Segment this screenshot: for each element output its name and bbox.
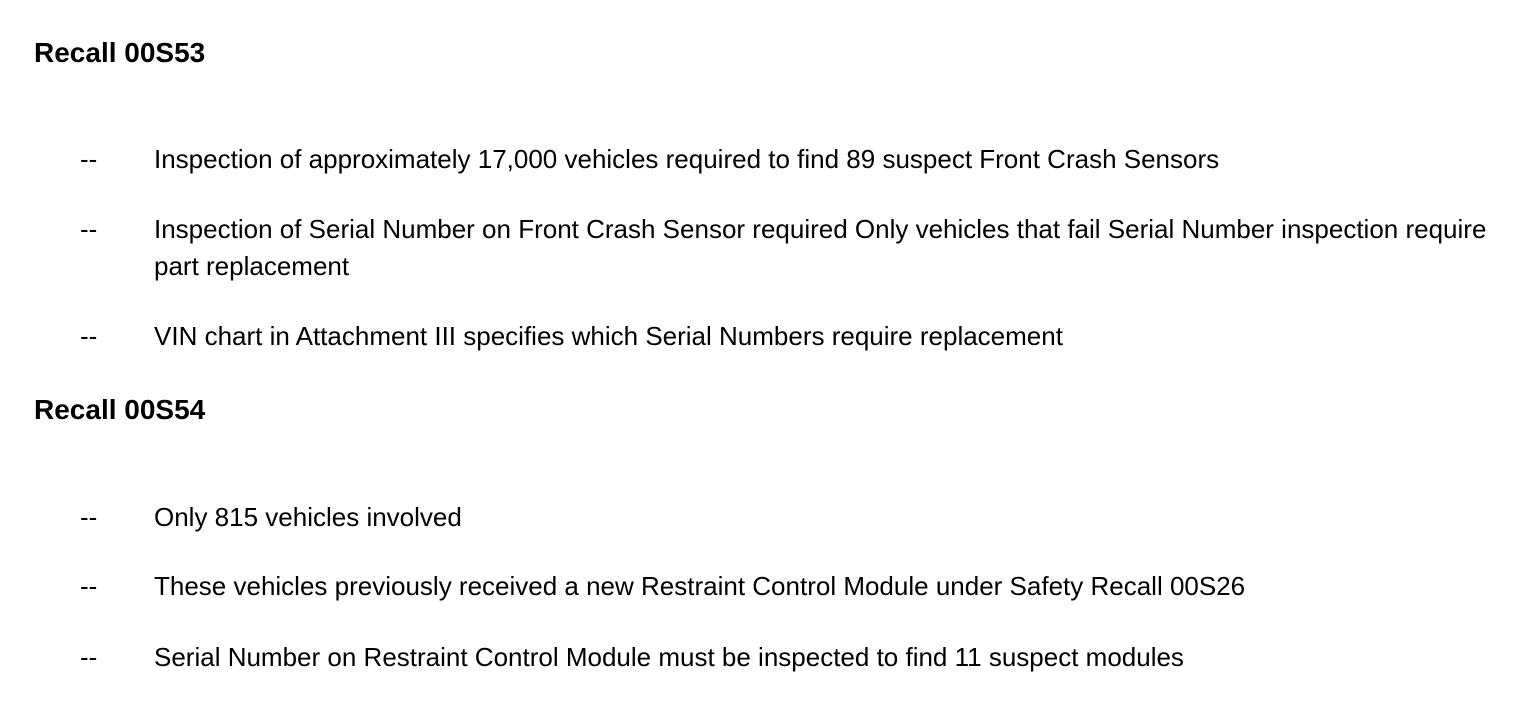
list-item-text: VIN chart in Attachment III specifies which Serial Numbers require replacement: [154, 321, 1063, 351]
list-item-marker: --: [80, 642, 98, 672]
list-item-marker: --: [80, 502, 98, 532]
section-heading-recall-00s54: Recall 00S54: [34, 394, 206, 425]
list-item-marker: --: [80, 321, 98, 351]
list-item-marker: --: [80, 144, 98, 174]
list-item-text: Serial Number on Restraint Control Module must be inspected to find 11 suspect modules: [154, 642, 1184, 672]
list-item-text: Inspection of approximately 17,000 vehicles required to find 89 suspect Front Crash Sensors: [154, 144, 1220, 174]
list-item-text: Only 815 vehicles involved: [154, 502, 462, 532]
list-item-marker: --: [80, 571, 98, 601]
list-item-marker: --: [80, 214, 98, 244]
list-item-text: These vehicles previously received a new Restraint Control Module under Safety Recall 00S26: [154, 571, 1246, 601]
list-item-text: Inspection of Serial Number on Front Crash Sensor required Only vehicles that fail Serial Number inspection require part replacement: [154, 214, 1487, 281]
section-heading-recall-00s53: Recall 00S53: [34, 37, 206, 68]
